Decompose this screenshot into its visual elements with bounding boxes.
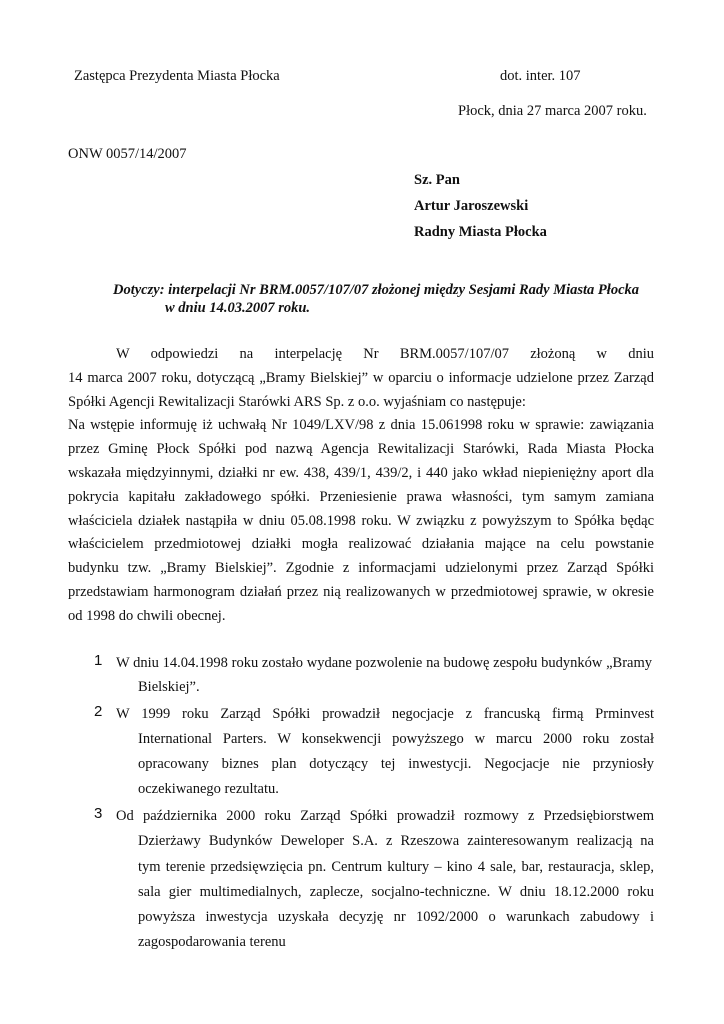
recipient-title: Radny Miasta Płocka	[414, 224, 547, 240]
body-line: pokrycia kapitału zakładowego spółki. Przeniesienie prawa własności, tym samym zamiana	[68, 488, 654, 505]
body-line: Na wstępie informuję iż uchwałą Nr 1049/LXV/98 z dnia 15.061998 roku w sprawie: zawiązania	[68, 417, 654, 434]
reference-number: dot. inter. 107	[500, 68, 581, 84]
list-item-line: opracowany biznes plan dotyczący tej inwestycji. Negocjacje nie przyniosły	[138, 756, 654, 772]
body-line: właścicielem przedmiotowej działki mogła realizować działania mające na celu powstanie	[68, 536, 654, 553]
list-item-line: Od października 2000 roku Zarząd Spółki prowadził rozmowy z Przedsiębiorstwem	[116, 808, 654, 824]
list-item-line: sala gier multimedialnych, zaplecze, socjalno-techniczne. W dniu 18.12.2000 roku	[138, 884, 654, 900]
list-item-line: oczekiwanego rezultatu.	[138, 781, 279, 797]
list-item-line: tym terenie przedsięwzięcia pn. Centrum kultury – kino 4 sale, bar, restauracja, sklep,	[138, 859, 654, 875]
body-line: Spółki Agencji Rewitalizacji Starówki ARS Sp. z o.o. wyjaśniam co następuje:	[68, 393, 526, 410]
body-line: budynku tzw. „Bramy Bielskiej”. Zgodnie z informacjami udzielonymi przez Zarząd Spółki	[68, 560, 654, 577]
list-item-line: W 1999 roku Zarząd Spółki prowadził negocjacje z francuską firmą Prminvest	[116, 706, 654, 722]
body-line: wskazała międzyinnymi, działki nr ew. 438, 439/1, 439/2, i 440 jako wkład niepieniężny aport dla	[68, 464, 654, 481]
list-item-number: 3	[94, 805, 103, 822]
body-line: 14 marca 2007 roku, dotyczącą „Bramy Bielskiej” w oparciu o informacje udzielone przez Zarząd	[68, 369, 654, 386]
body-line: właściciela działek nastąpiła w dniu 05.08.1998 roku. W związku z powyższym to Spółka będąc	[68, 512, 654, 529]
case-number: ONW 0057/14/2007	[68, 146, 187, 162]
list-item-line: Dzierżawy Budynków Deweloper S.A. z Rzeszowa zainteresowanym realizacją na	[138, 833, 654, 849]
subject-line-2: w dniu 14.03.2007 roku.	[165, 300, 311, 316]
list-item-number: 1	[94, 652, 103, 669]
list-item-number: 2	[94, 703, 103, 720]
list-item-line: W dniu 14.04.1998 roku zostało wydane pozwolenie na budowę zespołu budynków „Bramy	[116, 655, 652, 671]
list-item-line: powyższa inwestycja uzyskała decyzję nr 1092/2000 o warunkach zabudowy i	[138, 909, 654, 925]
recipient-salutation: Sz. Pan	[414, 172, 460, 188]
list-item-line: International Parters. W konsekwencji powyższego w marcu 2000 roku został	[138, 731, 654, 747]
list-item-line: Bielskiej”.	[138, 679, 200, 695]
body-line: W odpowiedzi na interpelację Nr BRM.0057/107/07 złożoną w dniu	[116, 346, 654, 362]
body-line: od 1998 do chwili obecnej.	[68, 607, 226, 624]
body-line: przedstawiam harmonogram działań przez nią realizowanych w przedmiotowej sprawie, w okresie	[68, 583, 654, 600]
subject-line-1: Dotyczy: interpelacji Nr BRM.0057/107/07 złożonej między Sesjami Rady Miasta Płocka	[113, 282, 640, 298]
body-text	[68, 343, 654, 629]
body-line: przez Gminę Płock Spółki pod nazwą Agencja Rewitalizacji Starówki, Rada Miasta Płocka	[68, 441, 654, 458]
recipient-name: Artur Jaroszewski	[414, 198, 529, 214]
list-item-line: zagospodarowania terenu	[138, 934, 286, 950]
place-and-date: Płock, dnia 27 marca 2007 roku.	[458, 103, 647, 119]
issuer: Zastępca Prezydenta Miasta Płocka	[74, 68, 280, 84]
